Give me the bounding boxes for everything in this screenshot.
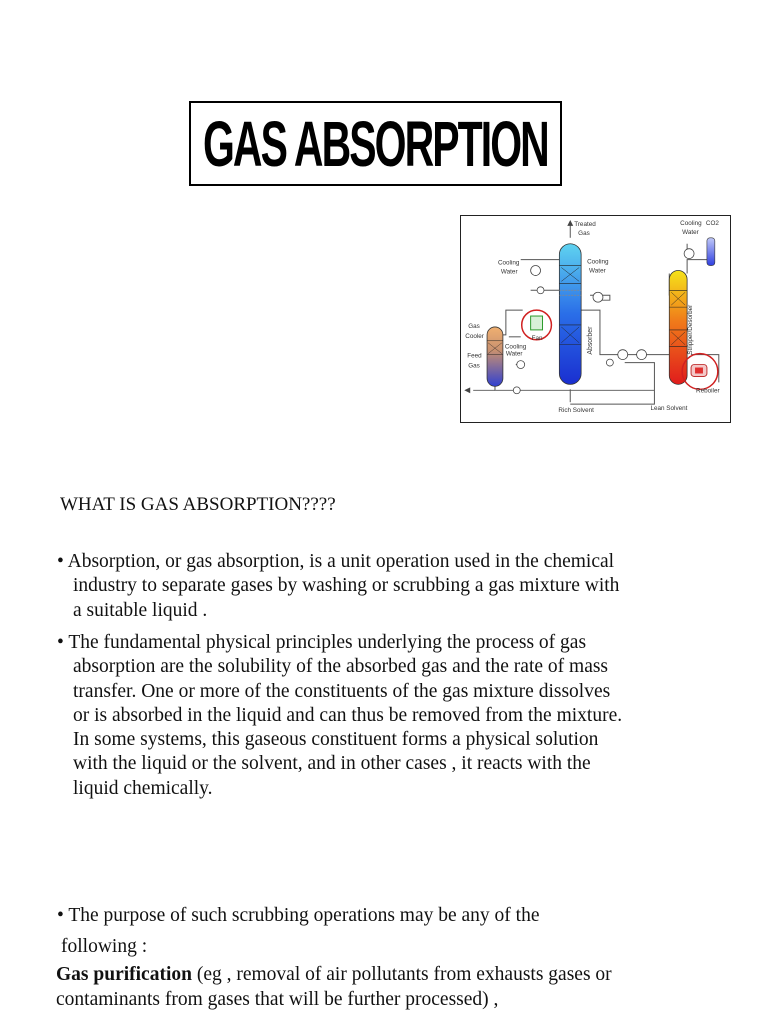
page-title: GAS ABSORPTION [203, 107, 548, 180]
process-diagram-svg [461, 216, 730, 422]
purification-line: contaminants from gases that will be further processed) , [56, 989, 499, 1010]
absorber-label: Absorber [587, 326, 595, 355]
reboiler-label: Reboiler [696, 387, 720, 395]
title-box [189, 101, 562, 186]
gas-cooler-label-1: Gas [468, 322, 480, 330]
gas-cooler-column [487, 327, 503, 386]
cut-off-text-fragment [56, 1018, 696, 1026]
bullet-symbol: • [57, 632, 64, 653]
purpose-line [57, 900, 539, 931]
bullet-line: with the liquid or the solvent, and in other cases , it reacts with the [73, 753, 591, 775]
purification-paragraph [56, 962, 612, 1012]
bullet-symbol: • [57, 551, 64, 572]
treated-gas-label-1: Treated [574, 220, 596, 228]
purification-line [56, 962, 612, 987]
gas-cooler-label-2: Cooler [465, 332, 484, 340]
stripper-label: Stripper/Desorber [687, 304, 695, 355]
purification-term: Gas purification [56, 964, 192, 985]
cooling-water-s-label-2: Water [505, 350, 523, 358]
rich-solvent-label: Rich Solvent [558, 407, 594, 415]
purpose-paragraph [57, 900, 539, 962]
question-heading: WHAT IS GAS ABSORPTION???? [60, 494, 336, 515]
bullet-line: transfer. One or more of the constituents of the gas mixture dissolves [73, 680, 611, 702]
purpose-text: The purpose of such scrubbing operations may be any of the [68, 905, 540, 926]
cooling-water-m-label-1: Cooling [587, 258, 609, 266]
bullet-line: a suitable liquid . [73, 599, 208, 621]
treated-gas-label-2: Gas [578, 229, 590, 237]
cooling-water-m-label-2: Water [589, 267, 606, 275]
cooling-water-tr-label-2: Water [682, 228, 699, 236]
cooling-water-l-label-2: Water [500, 268, 518, 276]
purpose-line: following : [61, 936, 148, 957]
bullet-text: Absorption, or gas absorption, is a unit operation used in the chemical [67, 551, 615, 572]
bullet-symbol: • [57, 905, 64, 926]
bullet-item [57, 631, 622, 801]
co2-label: CO2 [705, 219, 719, 227]
bullet-line: or is absorbed in the liquid and can thus be removed from the mixture. [73, 704, 623, 726]
feed-gas-label-2: Gas [468, 362, 480, 370]
fan-label: Fan [531, 334, 543, 342]
cooling-water-l-label-1: Cooling [497, 259, 520, 267]
reboiler-highlight [682, 354, 719, 395]
lean-solvent-label: Lean Solvent [650, 405, 688, 413]
stripper-column [669, 270, 694, 384]
bullet-line [57, 550, 619, 574]
bullet-text: The fundamental physical principles underlying the process of gas [68, 632, 587, 653]
bullet-item [57, 550, 619, 623]
bullet-line [57, 631, 622, 655]
bullet-line: In some systems, this gaseous constituent forms a physical solution [73, 729, 599, 751]
cooling-water-s-label-1: Cooling [504, 343, 527, 351]
purification-text: (eg , removal of air pollutants from exhausts gases or [191, 964, 612, 985]
bullet-line: industry to separate gases by washing or scrubbing a gas mixture with [73, 575, 620, 597]
cooling-water-tr-label-1: Cooling [680, 219, 702, 227]
process-diagram [460, 215, 731, 423]
bullet-line: absorption are the solubility of the absorbed gas and the rate of mass [73, 656, 609, 678]
feed-gas-label-1: Feed [467, 352, 482, 360]
co2-vessel [707, 238, 715, 266]
bullet-line: liquid chemically. [73, 777, 213, 799]
fan-highlight [522, 310, 552, 342]
